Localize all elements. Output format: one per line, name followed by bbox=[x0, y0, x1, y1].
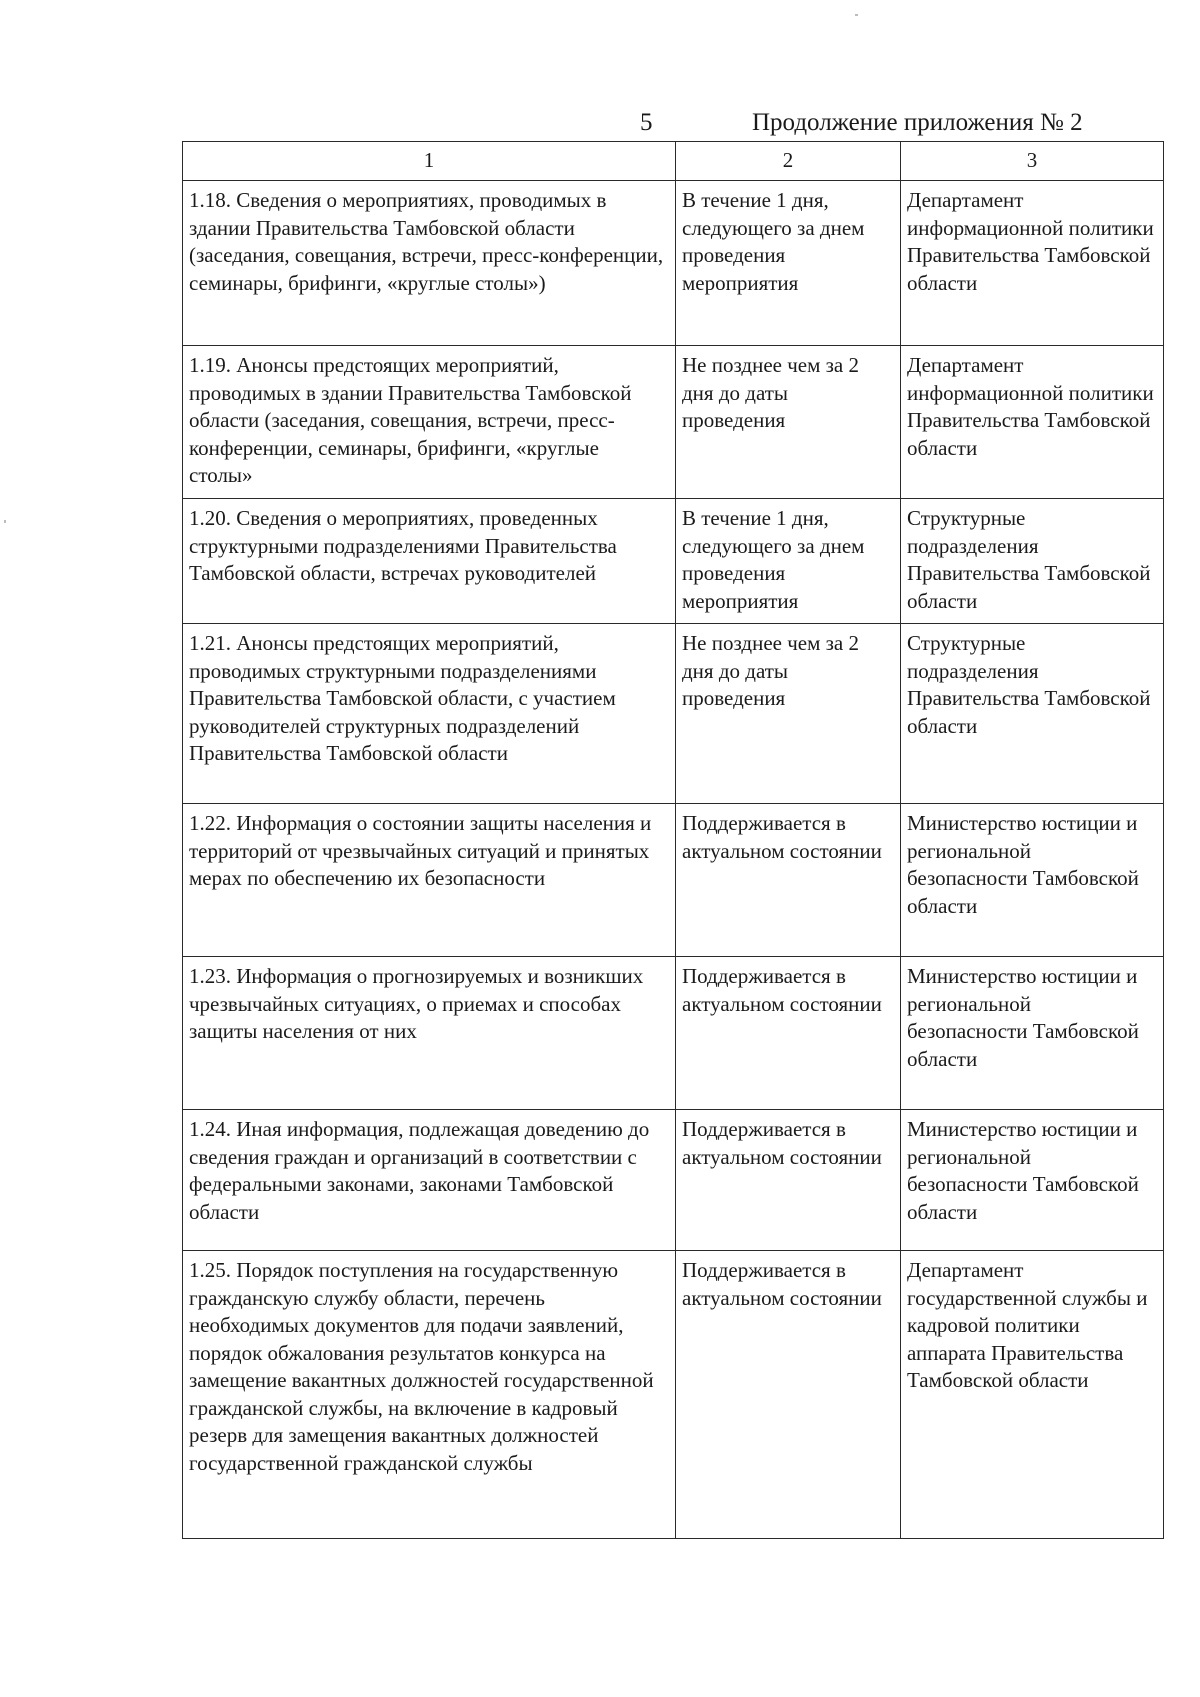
item-cell: 1.22. Информация о состоянии защиты населения и территорий от чрезвычайных ситуаций и принятых мерах по обеспечению их безопасности bbox=[183, 804, 676, 957]
deadline-cell: Не позднее чем за 2 дня до даты проведения bbox=[676, 346, 901, 499]
responsible-cell: Структурные подразделения Правительства Тамбовской области bbox=[901, 624, 1164, 804]
table-row bbox=[183, 346, 1164, 499]
column-header-2: 2 bbox=[676, 142, 901, 181]
item-cell: 1.19. Анонсы предстоящих мероприятий, проводимых в здании Правительства Тамбовской области (заседания, совещания, встречи, пресс-конференции, семинары, брифинги, «круглые столы» bbox=[183, 346, 676, 499]
appendix-table bbox=[182, 141, 1164, 1539]
item-cell: 1.23. Информация о прогнозируемых и возникших чрезвычайных ситуациях, о приемах и способах защиты населения от них bbox=[183, 957, 676, 1110]
table-row bbox=[183, 1110, 1164, 1251]
column-header-1: 1 bbox=[183, 142, 676, 181]
responsible-cell: Структурные подразделения Правительства Тамбовской области bbox=[901, 499, 1164, 624]
responsible-cell: Департамент информационной политики Правительства Тамбовской области bbox=[901, 346, 1164, 499]
responsible-cell: Министерство юстиции и региональной безопасности Тамбовской области bbox=[901, 804, 1164, 957]
scan-artifact bbox=[855, 14, 858, 16]
deadline-cell: Поддерживается в актуальном состоянии bbox=[676, 957, 901, 1110]
responsible-cell: Министерство юстиции и региональной безопасности Тамбовской области bbox=[901, 957, 1164, 1110]
deadline-cell: Поддерживается в актуальном состоянии bbox=[676, 1110, 901, 1251]
column-header-3: 3 bbox=[901, 142, 1164, 181]
responsible-cell: Департамент государственной службы и кадровой политики аппарата Правительства Тамбовской области bbox=[901, 1251, 1164, 1539]
responsible-cell: Министерство юстиции и региональной безопасности Тамбовской области bbox=[901, 1110, 1164, 1251]
deadline-cell: В течение 1 дня, следующего за днем проведения мероприятия bbox=[676, 181, 901, 346]
deadline-cell: Поддерживается в актуальном состоянии bbox=[676, 804, 901, 957]
scan-artifact bbox=[4, 520, 6, 523]
item-cell: 1.24. Иная информация, подлежащая доведению до сведения граждан и организаций в соответствии с федеральными законами, законами Тамбовской области bbox=[183, 1110, 676, 1251]
table-row bbox=[183, 1251, 1164, 1539]
deadline-cell: Не позднее чем за 2 дня до даты проведения bbox=[676, 624, 901, 804]
item-cell: 1.20. Сведения о мероприятиях, проведенных структурными подразделениями Правительства Тамбовской области, встречах руководителей bbox=[183, 499, 676, 624]
table-row bbox=[183, 181, 1164, 346]
appendix-continuation-title: Продолжение приложения № 2 bbox=[752, 109, 1083, 136]
table-row bbox=[183, 804, 1164, 957]
deadline-cell: В течение 1 дня, следующего за днем проведения мероприятия bbox=[676, 499, 901, 624]
table-header-row bbox=[183, 142, 1164, 181]
item-cell: 1.25. Порядок поступления на государственную гражданскую службу области, перечень необходимых документов для подачи заявлений, порядок обжалования результатов конкурса на замещение вакантных должностей государственной гражданской службы, на включение в кадровый резерв для замещения вакантных должностей государственной гражданской службы bbox=[183, 1251, 676, 1539]
table-row bbox=[183, 957, 1164, 1110]
item-cell: 1.21. Анонсы предстоящих мероприятий, проводимых структурными подразделениями Правительства Тамбовской области, с участием руководителей структурных подразделений Правительства Тамбовской области bbox=[183, 624, 676, 804]
table-row bbox=[183, 499, 1164, 624]
table-row bbox=[183, 624, 1164, 804]
responsible-cell: Департамент информационной политики Правительства Тамбовской области bbox=[901, 181, 1164, 346]
page-number: 5 bbox=[640, 109, 653, 136]
deadline-cell: Поддерживается в актуальном состоянии bbox=[676, 1251, 901, 1539]
item-cell: 1.18. Сведения о мероприятиях, проводимых в здании Правительства Тамбовской области (заседания, совещания, встречи, пресс-конференции, семинары, брифинги, «круглые столы») bbox=[183, 181, 676, 346]
